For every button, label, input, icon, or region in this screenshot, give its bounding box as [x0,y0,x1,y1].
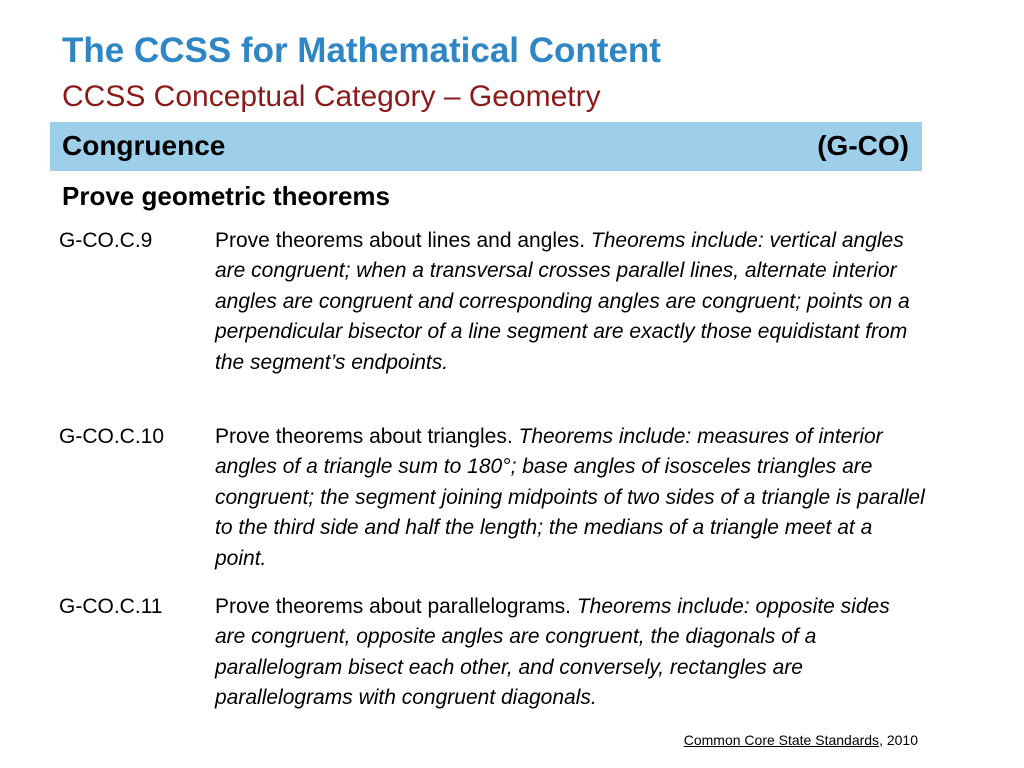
domain-code: (G-CO) [817,130,909,161]
standard-code: G-CO.C.9 [59,229,153,252]
source-year: , 2010 [879,732,918,748]
standard-code: G-CO.C.11 [59,595,163,618]
domain-name: Congruence [62,130,226,161]
standard-statement: Prove theorems about parallelograms. [215,595,577,618]
source-footer [684,733,918,747]
source-link[interactable]: Common Core State Standards [683,732,880,748]
standard-text [215,422,925,574]
standard-note: Theorems include: opposite sides are congruent, opposite angles are congruent, the diagonals of a parallelogram bisect each other, and conversely, rectangles are parallelograms with congruent diagonals. [215,595,890,710]
domain-band [50,122,922,174]
standard-code: G-CO.C.10 [59,425,165,448]
standard-text [215,592,925,714]
standard-text [215,226,925,378]
standard-statement: Prove theorems about lines and angles. [215,229,591,252]
standard-note: Theorems include: vertical angles are congruent; when a transversal crosses parallel lines, alternate interior angles are congruent and corresponding angles are congruent; points on a perpendicular bisector of a line segment are exactly those equidistant from the segment’s endpoints. [215,229,910,374]
cluster-heading: Prove geometric theorems [62,181,391,211]
standard-statement: Prove theorems about triangles. [215,425,519,448]
standard-note: Theorems include: measures of interior angles of a triangle sum to 180°; base angles of isosceles triangles are congruent; the segment joining midpoints of two sides of a triangle is parallel to the third side and half the length; the medians of a triangle meet at a point. [215,425,925,570]
slide-subtitle: CCSS Conceptual Category – Geometry [62,80,601,113]
slide-title: The CCSS for Mathematical Content [62,31,661,70]
